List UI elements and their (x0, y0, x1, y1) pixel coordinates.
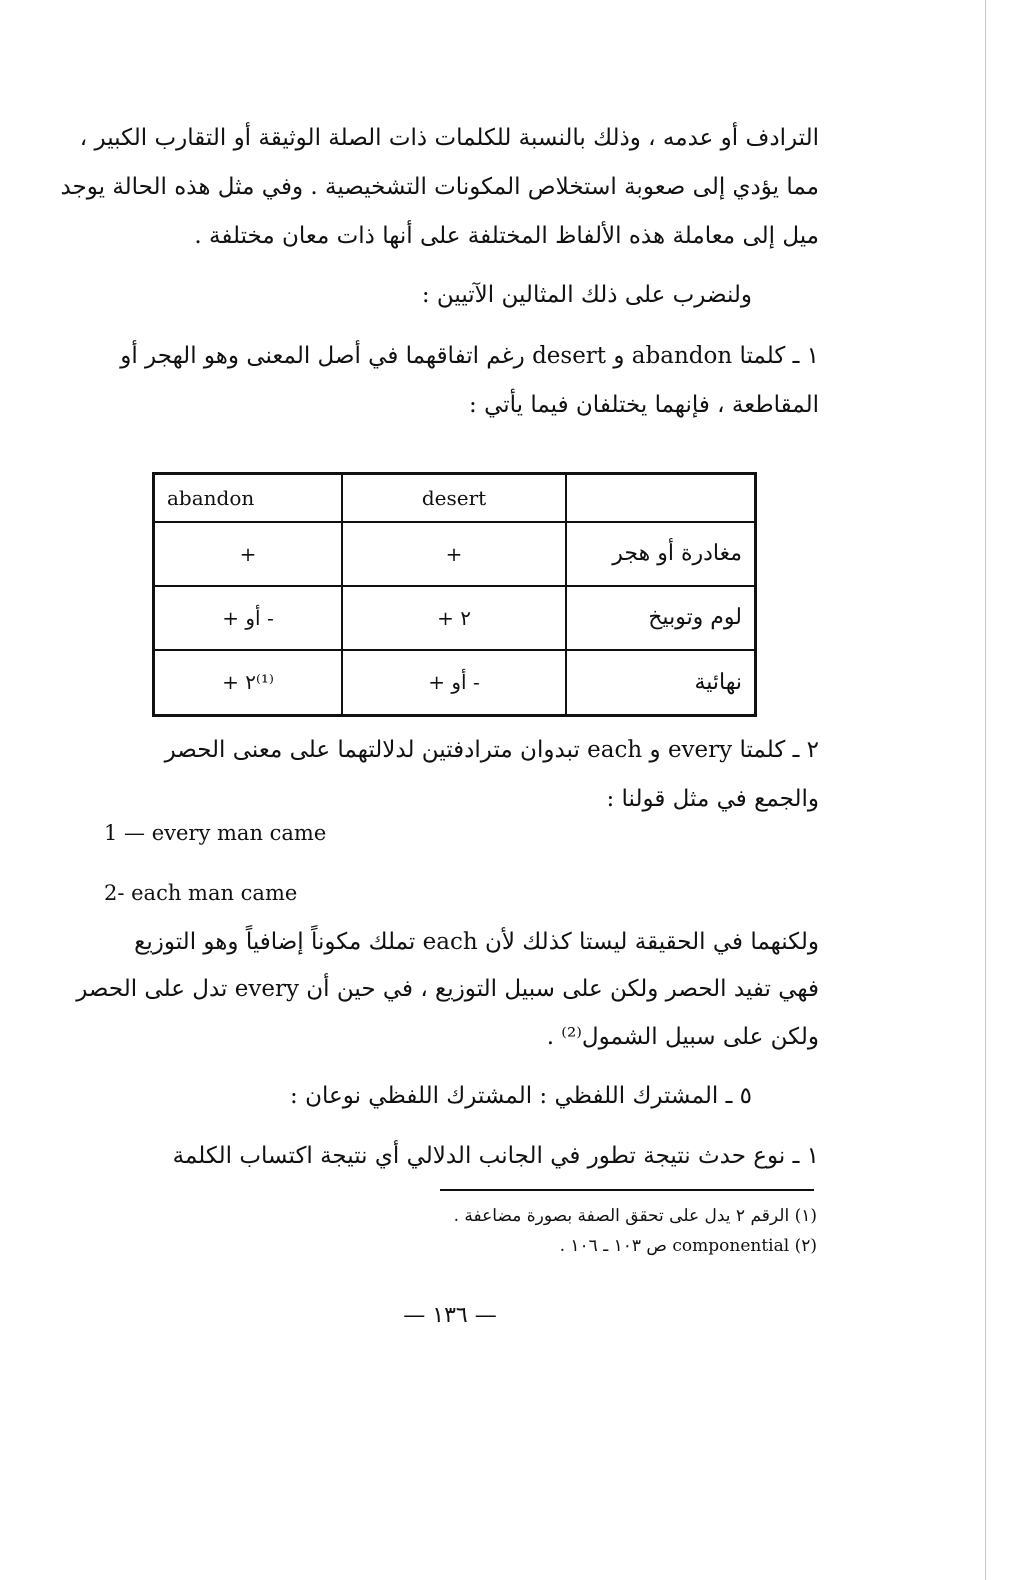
page-number: — ١٣٦ — (403, 1303, 497, 1328)
intro-examples: ولنضرب على ذلك المثالين الآتيين : (421, 282, 752, 308)
paragraph1-line3: ميل إلى معاملة هذه الألفاظ المختلفة على أنها ذات معان مختلفة . (194, 223, 819, 249)
table-header-abandon: abandon (154, 474, 343, 522)
table-row (154, 650, 756, 716)
footnote-1: (١) الرقم ٢ يدل على تحقق الصفة بصورة مضاعفة . (453, 1206, 817, 1226)
table-header-desert: desert (342, 474, 566, 522)
table-header-empty (566, 474, 756, 522)
example1-line2: المقاطعة ، فإنهما يختلفان فيما يأتي : (469, 392, 819, 418)
table-cell-abandon: + ٢⁽¹⁾ (154, 650, 343, 716)
comparison-table (152, 472, 757, 717)
paragraph2-line1: ولكنهما في الحقيقة ليستا كذلك لأن each تملك مكوناً إضافياً وهو التوزيع (134, 929, 819, 955)
table-cell-desert: + (342, 522, 566, 586)
example2-line1: ٢ ـ كلمتا every و each تبدوان مترادفتين لدلالتهما على معنى الحصر (164, 737, 819, 763)
paragraph2-line3: ولكن على سبيل الشمول⁽²⁾ . (546, 1024, 819, 1050)
scan-edge-line (985, 0, 986, 1580)
table-cell-desert: + أو - (342, 650, 566, 716)
table-header-row (154, 474, 756, 522)
table-row (154, 522, 756, 586)
table-row (154, 586, 756, 650)
table-cell-abandon: + أو - (154, 586, 343, 650)
paragraph1-line2: مما يؤدي إلى صعوبة استخلاص المكونات التشخيصية . وفي مثل هذه الحالة يوجد (60, 174, 819, 200)
example1-line1: ١ ـ كلمتا abandon و desert رغم اتفاقهما في أصل المعنى وهو الهجر أو (120, 343, 819, 369)
footnote-2: (٢) componential ص ١٠٣ ـ ١٠٦ . (559, 1236, 817, 1256)
paragraph2-line2: فهي تفيد الحصر ولكن على سبيل التوزيع ، في حين أن every تدل على الحصر (76, 976, 819, 1002)
table-cell-abandon: + (154, 522, 343, 586)
table-cell-label: نهائية (566, 650, 756, 716)
section5-item1: ١ ـ نوع حدث نتيجة تطور في الجانب الدلالي أي نتيجة اكتساب الكلمة (172, 1143, 819, 1169)
paragraph1-line1: الترادف أو عدمه ، وذلك بالنسبة للكلمات ذات الصلة الوثيقة أو التقارب الكبير ، (79, 125, 819, 151)
english-example-2: 2- each man came (104, 881, 298, 905)
example2-line2: والجمع في مثل قولنا : (606, 786, 819, 812)
section5-heading: ٥ ـ المشترك اللفظي : المشترك اللفظي نوعان : (290, 1083, 752, 1109)
table-cell-label: مغادرة أو هجر (566, 522, 756, 586)
table-cell-desert: + ٢ (342, 586, 566, 650)
footnote-separator (440, 1189, 814, 1191)
english-example-1: 1 — every man came (104, 821, 327, 845)
table-cell-label: لوم وتوبيخ (566, 586, 756, 650)
